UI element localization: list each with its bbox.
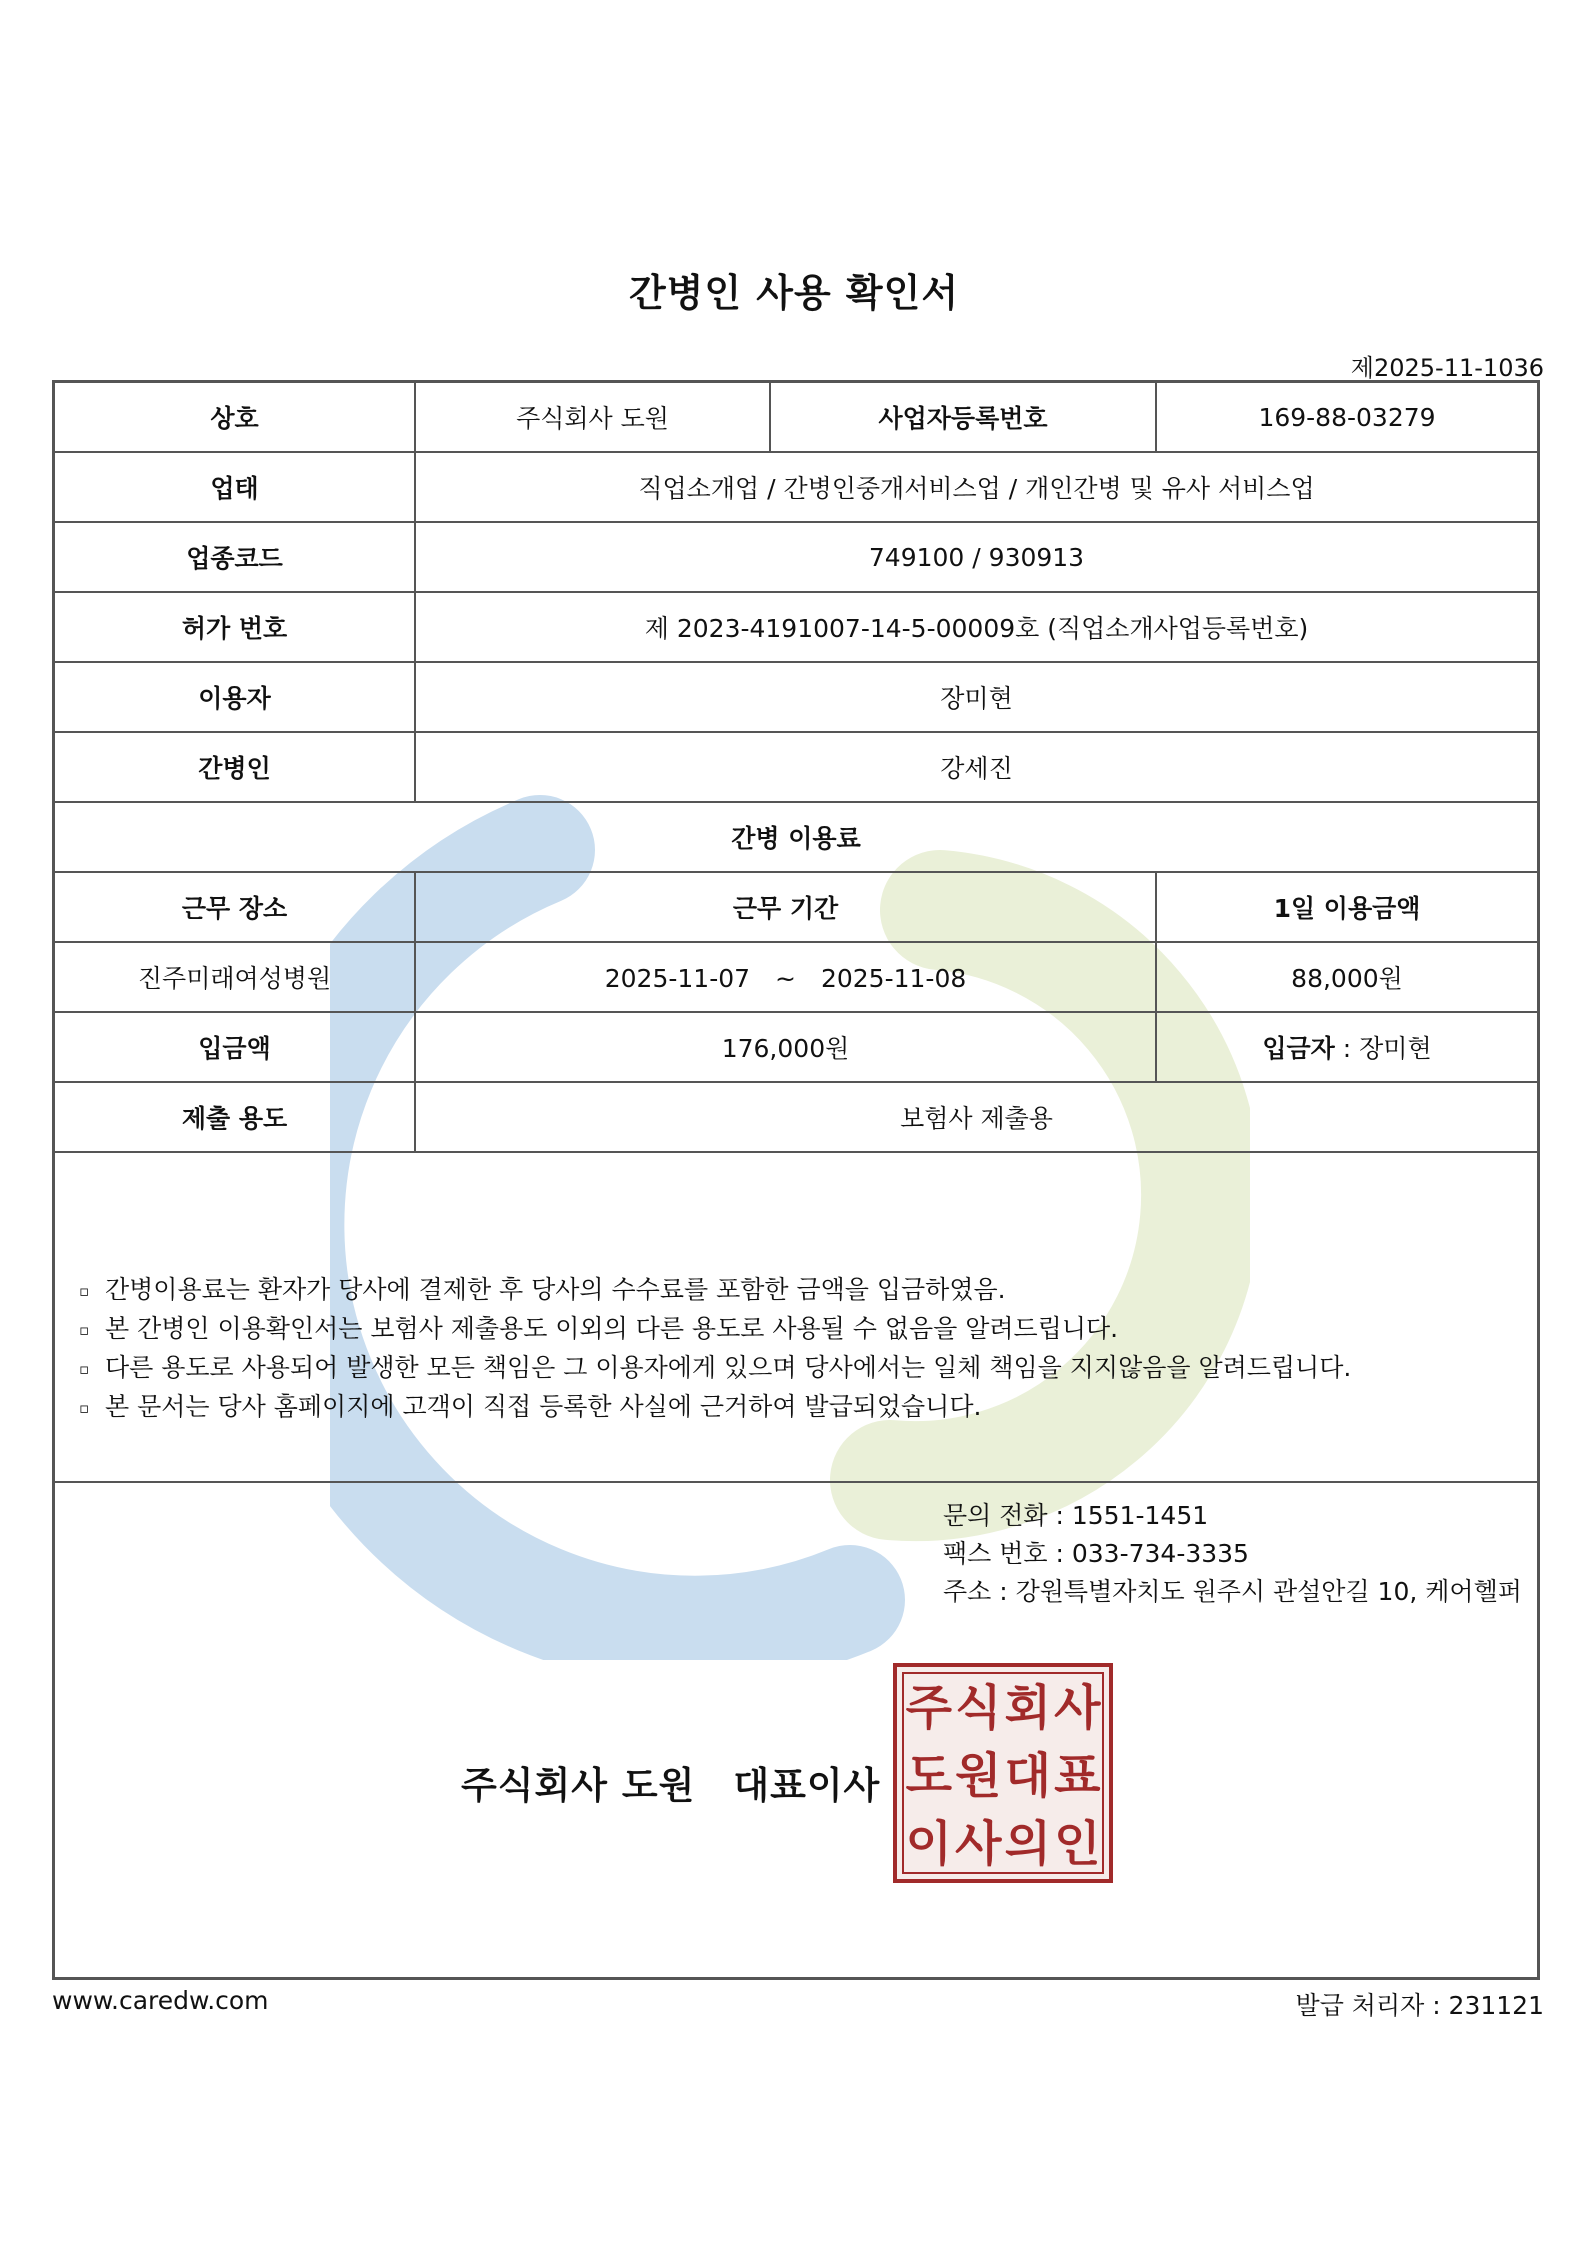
note-text: 본 문서는 당사 홈페이지에 고객이 직접 등록한 사실에 근거하여 발급되었습니다. — [105, 1392, 982, 1421]
note-text: 간병이용료는 환자가 당사에 결제한 후 당사의 수수료를 포함한 금액을 입금하였음. — [105, 1275, 1006, 1304]
place-label: 근무 장소 — [55, 872, 415, 942]
issuer-id: 발급 처리자 : 231121 — [1295, 1991, 1544, 2020]
square-bullet-icon: ▫ — [79, 1282, 90, 1300]
contact-phone: 문의 전화 : 1551-1451 — [943, 1501, 1209, 1530]
note-text: 본 간병인 이용확인서는 보험사 제출용도 이외의 다른 용도로 사용될 수 없음을 알려드립니다. — [105, 1314, 1119, 1343]
deposit-value: 176,000원 — [415, 1012, 1156, 1082]
user-value: 장미현 — [415, 662, 1537, 732]
depositor-label: 입금자 — [1262, 1034, 1335, 1063]
company-label: 상호 — [55, 383, 415, 452]
purpose-value: 보험사 제출용 — [415, 1082, 1537, 1152]
square-bullet-icon: ▫ — [79, 1399, 90, 1417]
business-value: 직업소개업 / 간병인중개서비스업 / 개인간병 및 유사 서비스업 — [415, 452, 1537, 522]
deposit-label: 입금액 — [55, 1012, 415, 1082]
purpose-label: 제출 용도 — [55, 1082, 415, 1152]
note-item — [79, 1271, 1537, 1310]
contact-info — [943, 1497, 1522, 1611]
contact-fax: 팩스 번호 : 033-734-3335 — [943, 1539, 1249, 1568]
website-link[interactable]: www.caredw.com — [52, 1986, 269, 2015]
user-row — [55, 662, 1537, 732]
purpose-row — [55, 1082, 1537, 1152]
code-label: 업종코드 — [55, 522, 415, 592]
bizno-label: 사업자등록번호 — [770, 383, 1156, 452]
company-signature: 주식회사 도원 대표이사 — [461, 1764, 881, 1807]
daily-fee-label: 1일 이용금액 — [1156, 872, 1537, 942]
business-row — [55, 452, 1537, 522]
company-value: 주식회사 도원 — [415, 383, 770, 452]
info-table — [55, 383, 1537, 1153]
note-item — [79, 1349, 1537, 1388]
document-number: 제2025-11-1036 — [1350, 354, 1544, 382]
square-bullet-icon: ▫ — [79, 1360, 90, 1378]
permit-label: 허가 번호 — [55, 592, 415, 662]
note-item — [79, 1310, 1537, 1349]
deposit-row — [55, 1012, 1537, 1082]
company-seal: 주 식 회 사 도 원 대 표 이 사 의 인 — [893, 1663, 1113, 1883]
business-label: 업태 — [55, 452, 415, 522]
caregiver-label: 간병인 — [55, 732, 415, 802]
footer-section — [55, 1483, 1537, 1935]
permit-row — [55, 592, 1537, 662]
square-bullet-icon: ▫ — [79, 1321, 90, 1339]
contact-address: 주소 : 강원특별자치도 원주시 관설안길 10, 케어헬퍼 — [943, 1577, 1522, 1606]
note-text: 다른 용도로 사용되어 발생한 모든 책임은 그 이용자에게 있으며 당사에서는 일체 책임을 지지않음을 알려드립니다. — [105, 1353, 1352, 1382]
daily-fee-value: 88,000원 — [1156, 942, 1537, 1012]
notes-section — [55, 1153, 1537, 1483]
fee-section-title: 간병 이용료 — [55, 802, 1537, 872]
period-label: 근무 기간 — [415, 872, 1156, 942]
code-row — [55, 522, 1537, 592]
permit-value: 제 2023-4191007-14-5-00009호 (직업소개사업등록번호) — [415, 592, 1537, 662]
period-value: 2025-11-07 ~ 2025-11-08 — [415, 942, 1156, 1012]
fee-value-row — [55, 942, 1537, 1012]
fee-header-row — [55, 872, 1537, 942]
caregiver-value: 강세진 — [415, 732, 1537, 802]
depositor-cell — [1156, 1012, 1537, 1082]
company-row — [55, 383, 1537, 452]
code-value: 749100 / 930913 — [415, 522, 1537, 592]
user-label: 이용자 — [55, 662, 415, 732]
certificate-frame — [52, 380, 1540, 1980]
document-title: 간병인 사용 확인서 — [628, 271, 960, 315]
note-item — [79, 1388, 1537, 1427]
place-value: 진주미래여성병원 — [55, 942, 415, 1012]
depositor-value: : 장미현 — [1334, 1034, 1432, 1063]
caregiver-row — [55, 732, 1537, 802]
fee-section-row — [55, 802, 1537, 872]
bizno-value: 169-88-03279 — [1156, 383, 1537, 452]
